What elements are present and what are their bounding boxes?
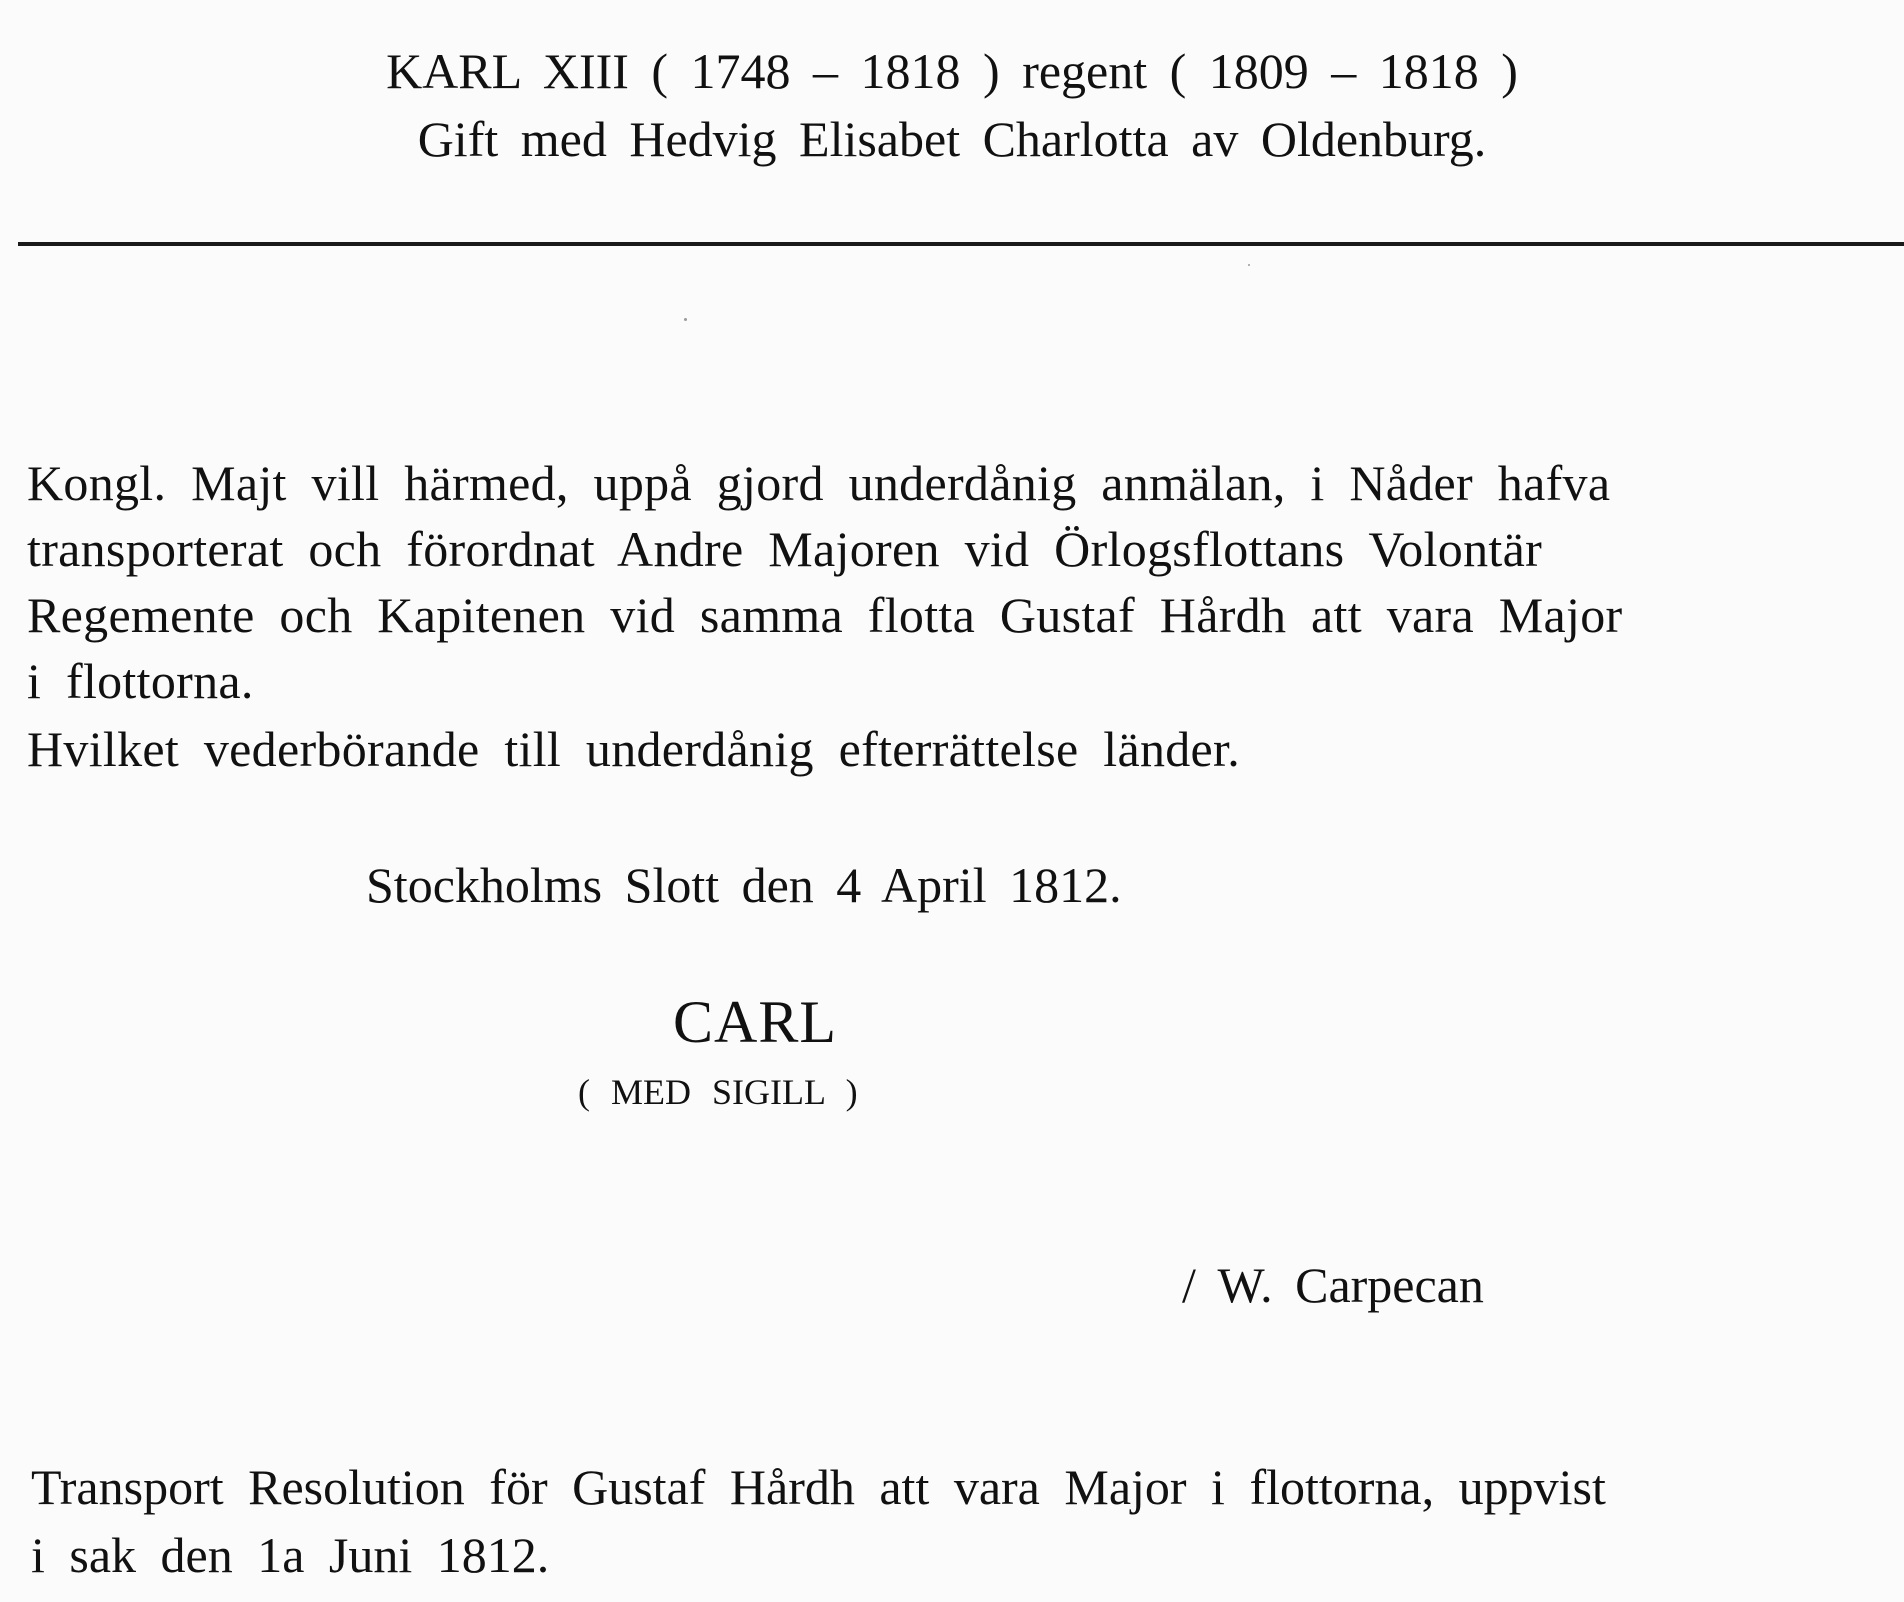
countersignature: / W. Carpecan (1182, 1257, 1484, 1313)
footer-line-1: Transport Resolution för Gustaf Hårdh att vara Major i flottorna, uppvist (31, 1459, 1606, 1515)
body-line-5: Hvilket vederbörande till underdånig efterrättelse länder. (27, 721, 1241, 777)
signature-name: CARL (673, 989, 838, 1055)
header-divider (18, 242, 1904, 246)
body-line-4: i flottorna. (27, 653, 254, 709)
header-subtitle: Gift med Hedvig Elisabet Charlotta av Oldenburg. (417, 111, 1487, 167)
body-line-1: Kongl. Majt vill härmed, uppå gjord underdånig anmälan, i Nåder hafva (27, 455, 1611, 511)
dateline: Stockholms Slott den 4 April 1812. (366, 857, 1122, 913)
body-line-3: Regemente och Kapitenen vid samma flotta Gustaf Hårdh att vara Major (27, 587, 1623, 643)
seal-note: ( MED SIGILL ) (578, 1072, 858, 1112)
body-line-2: transporterat och förordnat Andre Majoren vid Örlogsflottans Volontär (27, 521, 1543, 577)
header-title: KARL XIII ( 1748 – 1818 ) regent ( 1809 – 1818 ) (386, 43, 1518, 99)
scan-speck (684, 318, 687, 321)
scan-speck (1248, 264, 1250, 266)
footer-line-2: i sak den 1a Juni 1812. (31, 1527, 550, 1583)
